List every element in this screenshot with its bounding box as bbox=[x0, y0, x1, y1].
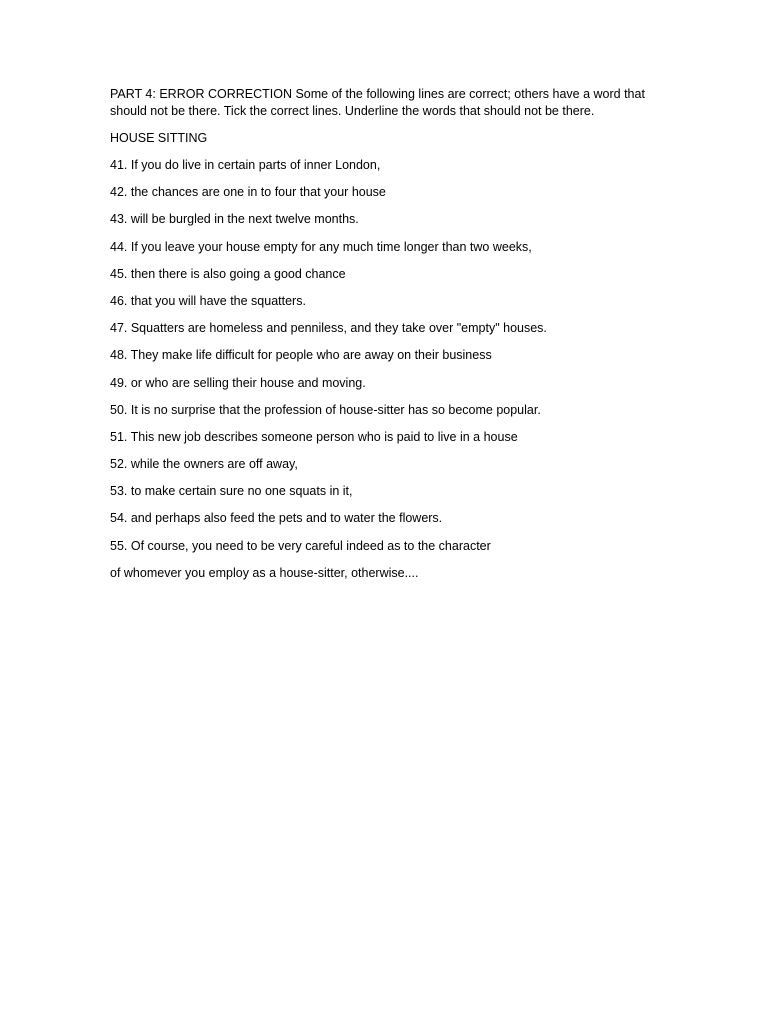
exercise-line-52: 52. while the owners are off away, bbox=[110, 457, 298, 472]
exercise-line-55: 55. Of course, you need to be very careful indeed as to the character bbox=[110, 538, 491, 553]
exercise-line-54: 54. and perhaps also feed the pets and to water the flowers. bbox=[110, 511, 443, 526]
section-heading: HOUSE SITTING bbox=[110, 131, 208, 145]
exercise-line-44: 44. If you leave your house empty for any much time longer than two weeks, bbox=[110, 239, 532, 254]
exercise-line-50: 50. It is no surprise that the profession of house-sitter has so become popular. bbox=[110, 402, 541, 417]
exercise-line-48: 48. They make life difficult for people who are away on their business bbox=[110, 348, 492, 363]
exercise-line-43: 43. will be burgled in the next twelve months. bbox=[110, 212, 359, 227]
exercise-line-continuation: of whomever you employ as a house-sitter, otherwise.... bbox=[110, 565, 419, 580]
exercise-line-41: 41. If you do live in certain parts of inner London, bbox=[110, 158, 381, 172]
exercise-line-42: 42. the chances are one in to four that your house bbox=[110, 185, 386, 200]
exercise-line-49: 49. or who are selling their house and moving. bbox=[110, 375, 366, 390]
exercise-line-46: 46. that you will have the squatters. bbox=[110, 293, 306, 308]
exercise-line-45: 45. then there is also going a good chance bbox=[110, 266, 346, 281]
instructions-paragraph: PART 4: ERROR CORRECTION Some of the following lines are correct; others have a word that should not be there. Tick the correct lines. Underline the words that should not be there. bbox=[110, 87, 645, 118]
exercise-line-47: 47. Squatters are homeless and penniless, and they take over "empty" houses. bbox=[110, 321, 547, 336]
exercise-line-53: 53. to make certain sure no one squats in it, bbox=[110, 484, 353, 499]
exercise-line-51: 51. This new job describes someone person who is paid to live in a house bbox=[110, 429, 518, 444]
document-page bbox=[110, 86, 670, 592]
